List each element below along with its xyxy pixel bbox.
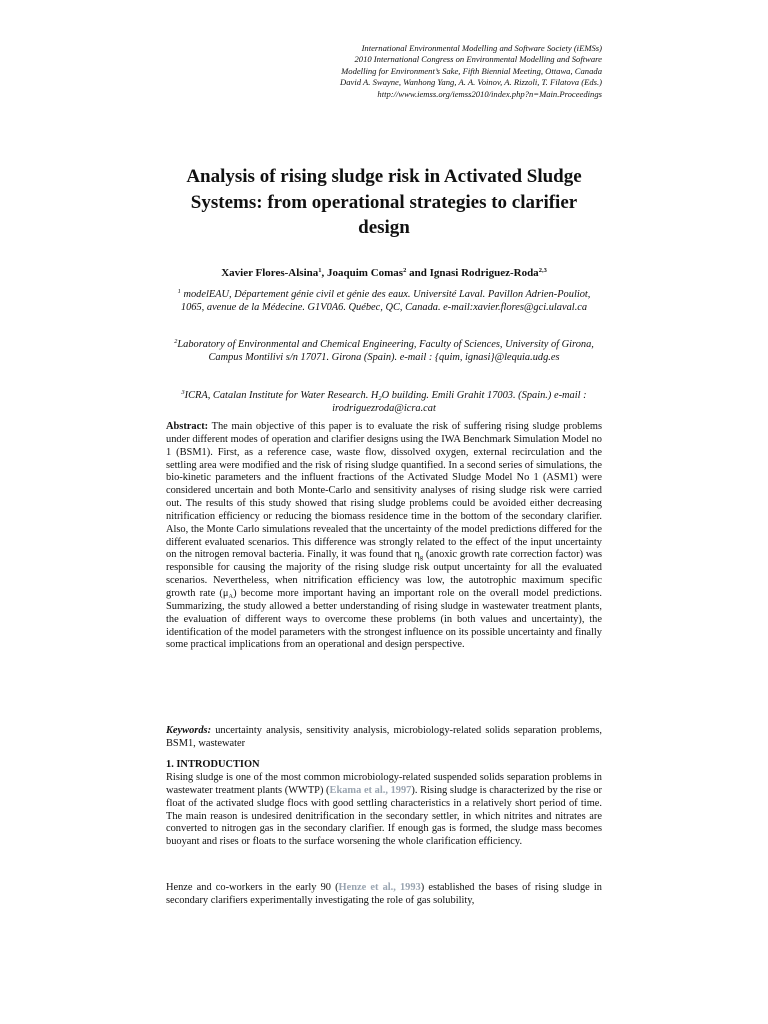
keywords-label: Keywords: (166, 725, 212, 736)
citation-link[interactable]: Henze et al., 1993 (338, 882, 421, 893)
affiliation-text: O building. Emili Grahit 17003. (Spain.) e-mail : irodriguezroda@icra.cat (332, 390, 587, 415)
citation-link[interactable]: Ekama et al., 1997 (329, 784, 412, 796)
paragraph-text: ). Rising sludge is characterized by the rise or float of the activated sludge flocs with good settling characteristics in a relatively short period of time. The main reason is undesired denitrification in the secondary settler, in which nitrites and nitrates are converted to nitrogen gas in the secondary clarifier. If enough gas is formed, the sludge mass becomes buoyant and rises or floats to the surface worsening the whole clarification efficiency. (166, 784, 602, 848)
affiliation-mark: 2 (174, 338, 178, 345)
abstract-text: (anoxic growth rate correction factor) was responsible for causing the majority of the rising sludge risk output uncertainty for all the evaluated scenarios. Nevertheless, when nitrification efficiency was low, the autotrophic maximum specific growth rate ( (166, 549, 602, 599)
affiliation-text: ICRA, Catalan Institute for Water Research. H (184, 390, 379, 401)
chemical-subscript: 2 (378, 395, 382, 402)
author-list (166, 266, 602, 280)
paper-title: Analysis of rising sludge risk in Activated Sludge Systems: from operational strategies to clarifier design (186, 166, 582, 238)
author-affiliation-mark: 1 (318, 267, 322, 274)
header-line: David A. Swayne, Wanhong Yang, A. A. Voinov, A. Rizzoli, T. Filatova (Eds.) (340, 77, 602, 88)
section-heading-introduction: 1. INTRODUCTION (166, 759, 260, 770)
affiliation-text: modelEAU, Département génie civil et génie des eaux. Université Laval. Pavillon Adrien-Pouliot, 1065, avenue de la Médecine. G1V0A6. Québec, QC, Canada. e-mail:xavier.flores@gci.ulaval.ca (180, 289, 591, 314)
keywords (166, 725, 602, 751)
affiliation-2 (166, 338, 602, 365)
symbol-subscript: A (228, 592, 234, 600)
affiliation-mark: 1 (177, 288, 181, 295)
affiliation-text: Laboratory of Environmental and Chemical Engineering, Faculty of Sciences, University of Girona, Campus Montilivi s/n 17071. Girona (Spain). e-mail : {quim, ignasi}@lequia.udg.es (177, 339, 594, 364)
author-affiliation-mark: 2,3 (538, 267, 547, 274)
abstract-text: ) become more important having an important role on the overall model predictions. Summarizing, the study allowed a better understanding of rising sludge in wastewater treatment plants, the evaluation of different ways to overcome these problems (in both values and uncertainty), the identification of the model parameters with the strongest influence on its possible uncertainty and finally some practical implications from an operational and design perspective. (166, 587, 602, 651)
header-line: Modelling for Environment’s Sake, Fifth Biennial Meeting, Ottawa, Canada (341, 65, 602, 76)
affiliation-mark: 3 (181, 389, 185, 396)
keywords-text: uncertainty analysis, sensitivity analysis, microbiology-related solids separation problems, BSM1, wastewater (166, 725, 602, 749)
header-line: 2010 International Congress on Environmental Modelling and Software (354, 54, 602, 65)
paragraph-text: Henze and co-workers in the early 90 ( (166, 882, 339, 893)
intro-paragraph-1 (166, 772, 602, 849)
affiliation-3 (166, 389, 602, 416)
eta-symbol: η (414, 549, 420, 561)
author-affiliation-mark: 2 (403, 267, 407, 274)
intro-paragraph-2 (166, 882, 602, 908)
header-line: International Environmental Modelling and Software Society (iEMSs) (361, 43, 602, 53)
conference-header (166, 43, 602, 100)
author-separator: and (406, 267, 430, 279)
mu-symbol: μ (222, 587, 229, 599)
header-url: http://www.iemss.org/iemss2010/index.php?n=Main.Proceedings (377, 88, 602, 99)
author-name: Joaquim Comas (327, 267, 404, 279)
author-name: Xavier Flores-Alsina (221, 267, 319, 279)
abstract-text: The main objective of this paper is to evaluate the risk of suffering rising sludge problems under different modes of operation and clarifier designs using the IWA Benchmark Simulation Model no 1 (BSM1). First, as a reference case, waste flow, dissolved oxygen, external recirculation and the settling area were modified and the risk of rising sludge quantified. In a second series of simulations, the bio-kinetic parameters and the influent fractions of the Activated Sludge Model No 1 (ASM1) were considered uncertain and both Monte-Carlo and sensitivity analyses of rising sludge risk were carried out. The results of this study showed that rising sludge problems could be avoided either decreasing nitrification efficiency or reducing the biomass residence time in the bottom of the secondary clarifier. Also, the Monte Carlo simulations revealed that the uncertainty of the model predictions differed for the different evaluated scenarios. This difference was strongly related to the effect of the input uncertainty on the nitrogen removal bacteria. Finally, it was found that (166, 421, 602, 561)
abstract-label: Abstract: (166, 421, 209, 432)
author-separator: , (321, 267, 327, 279)
symbol-subscript: g (419, 554, 424, 562)
author-name: Ignasi Rodriguez-Roda (429, 267, 539, 279)
paragraph-text: Rising sludge is one of the most common microbiology-related suspended solids separation problems in wastewater treatment plants (WWTP) ( (166, 772, 602, 796)
paragraph-text: ) established the bases of rising sludge in secondary clarifiers experimentally investigating the role of gas solubility, (166, 882, 602, 906)
affiliation-1 (166, 288, 602, 315)
abstract (166, 421, 602, 652)
